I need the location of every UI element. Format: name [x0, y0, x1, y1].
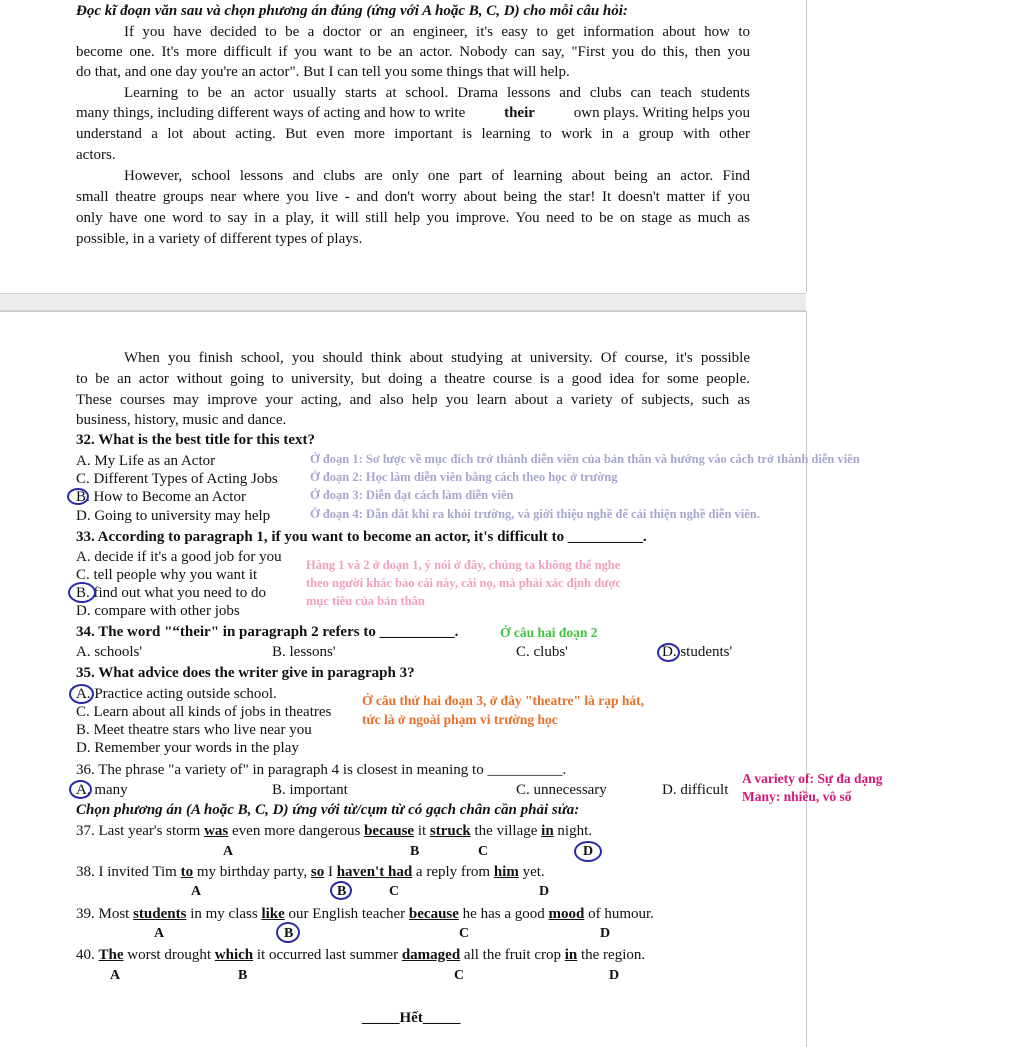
q38-letter-c: C: [389, 884, 400, 899]
q32-note-2: Ở đoạn 2: Học làm diễn viên bằng cách theo học ở trường: [310, 470, 618, 484]
q35-option-c: C. Learn about all kinds of jobs in theatres: [76, 704, 332, 720]
q39-underline-b: like: [261, 906, 285, 922]
q37-letter-d: D: [583, 844, 594, 859]
p2-line-2-start: many things, including different ways of acting and how to write: [76, 105, 466, 121]
q37-seg-2: even more dangerous: [228, 823, 365, 839]
q40-letter-c: C: [454, 968, 465, 983]
q39-seg-8: of humour.: [584, 906, 654, 922]
q34-option-d: D. students': [662, 644, 733, 660]
q36-option-a: A. many: [76, 782, 128, 798]
q39-seg-2: in my class: [186, 906, 262, 922]
word-their: their: [504, 105, 535, 121]
q32-note-4: Ở đoạn 4: Dẫn dắt khi ra khỏi trường, và giới thiệu nghề để cải thiện nghề diễn viên.: [310, 507, 760, 521]
q32-option-d: D. Going to university may help: [76, 508, 271, 524]
q33-note-3: mục tiêu của bản thân: [306, 594, 425, 608]
q39-letter-b: B: [284, 926, 294, 941]
q33-option-c: C. tell people why you want it: [76, 567, 258, 583]
q36-note-2: Many: nhiều, vô số: [742, 789, 852, 804]
instructions-reading: Đọc kĩ đoạn văn sau và chọn phương án đúng (ứng với A hoặc B, C, D) cho mỗi câu hỏi:: [76, 3, 628, 19]
p1-line-3: do that, and one day you're an actor". But I can tell you some things that will help.: [76, 64, 570, 80]
q37-seg-0: 37. Last year's storm: [76, 823, 205, 839]
q36-option-b: B. important: [272, 782, 348, 798]
q39-letter-a: A: [154, 926, 165, 941]
q33-option-b: B. find out what you need to do: [76, 585, 266, 601]
q33-stem: 33. According to paragraph 1, if you want to become an actor, it's difficult to __________.: [76, 529, 647, 545]
q40-underline-b: which: [214, 947, 254, 963]
q39-underline-c: because: [408, 906, 459, 922]
q39-underline-d: mood: [548, 906, 585, 922]
q38-underline-b: so: [310, 864, 325, 880]
q33-option-d: D. compare with other jobs: [76, 603, 240, 619]
p4-line-2: to be an actor without going to university, but doing a theatre course is a good idea for some people.: [76, 371, 750, 387]
q34-stem: 34. The word "“their" in paragraph 2 refers to __________.: [76, 624, 459, 640]
q39-seg-6: he has a good: [458, 906, 549, 922]
q38-seg-4: I: [324, 864, 337, 880]
q32-note-3: Ở đoạn 3: Diễn đạt cách làm diễn viên: [310, 488, 514, 502]
q34-option-a: A. schools': [76, 644, 143, 660]
q40-underline-d: in: [564, 947, 578, 963]
q38-letter-b: B: [337, 884, 347, 899]
q37-letter-c: C: [478, 844, 489, 859]
q38-underline-a: to: [180, 864, 194, 880]
end-marker: _____Hết_____: [362, 1010, 461, 1026]
p3-line-2: small theatre groups near where you live - and don't worry about being the star! It doesn't matter if you: [76, 189, 750, 205]
q36-stem: 36. The phrase "a variety of" in paragraph 4 is closest in meaning to __________.: [76, 762, 567, 778]
q32-option-c: C. Different Types of Acting Jobs: [76, 471, 278, 487]
q32-note-1: Ở đoạn 1: Sơ lược về mục đích trở thành diễn viên của bản thân và hướng vào cách trở thành diễn viên: [310, 452, 860, 466]
q38-seg-0: 38. I invited Tim: [76, 864, 181, 880]
p2-line-2: [76, 103, 750, 123]
q36-option-d: D. difficult: [662, 782, 729, 798]
p3-line-3: only have one word to say in a play, it will still help you improve. You need to be on stage as much as: [76, 210, 750, 226]
q39-underline-a: students: [133, 906, 187, 922]
q37-underline-a: was: [204, 823, 229, 839]
q35-option-d: D. Remember your words in the play: [76, 740, 299, 756]
q38-sentence: [76, 862, 545, 882]
q37-letter-a: A: [223, 844, 234, 859]
q37-underline-c: struck: [429, 823, 471, 839]
q40-sentence: [76, 945, 645, 965]
p2-line-3: understand a lot about acting. But even more important is learning to work in a group with other: [76, 126, 750, 142]
q36-option-c: C. unnecessary: [516, 782, 607, 798]
q34-option-b: B. lessons': [272, 644, 336, 660]
q35-note-1: Ở câu thứ hai đoạn 3, ở đây "theatre" là rạp hát,: [362, 693, 644, 708]
instructions-error: Chọn phương án (A hoặc B, C, D) ứng với từ/cụm từ có gạch chân cần phải sửa:: [76, 802, 580, 818]
answer-circle-q37: [574, 841, 602, 862]
q40-seg-0: 40.: [76, 947, 99, 963]
p3-line-1: However, school lessons and clubs are only one part of learning about being an actor. Find: [124, 168, 750, 184]
q38-letter-d: D: [539, 884, 550, 899]
q38-underline-d: him: [493, 864, 519, 880]
q37-seg-8: night.: [553, 823, 593, 839]
q38-seg-2: my birthday party,: [193, 864, 311, 880]
q40-underline-c: damaged: [401, 947, 461, 963]
q40-seg-4: it occurred last summer: [253, 947, 402, 963]
answer-circle-q36: [69, 780, 92, 799]
q38-seg-6: a reply from: [412, 864, 494, 880]
q38-underline-c: haven't had: [336, 864, 413, 880]
q35-option-a: A. Practice acting outside school.: [76, 686, 277, 702]
q32-option-b: B. How to Become an Actor: [76, 489, 246, 505]
q32-stem: 32. What is the best title for this text?: [76, 432, 316, 448]
q40-seg-6: all the fruit crop: [460, 947, 565, 963]
answer-circle-q34: [657, 643, 680, 662]
answer-circle-q39: [276, 922, 300, 943]
answer-circle-q32: [67, 488, 89, 505]
q33-note-2: theo người khác bảo cái này, cái nọ, mà phải xác định được: [306, 576, 622, 590]
q37-seg-6: the village: [470, 823, 542, 839]
q34-note: Ở câu hai đoạn 2: [500, 625, 598, 640]
p4-line-1: When you finish school, you should think about studying at university. Of course, it's possible: [124, 350, 750, 366]
p2-line-1: Learning to be an actor usually starts at school. Drama lessons and clubs can teach students: [124, 85, 750, 101]
q38-seg-8: yet.: [518, 864, 545, 880]
q35-note-2: tức là ở ngoài phạm vi trường học: [362, 712, 558, 727]
q37-seg-4: it: [414, 823, 430, 839]
answer-circle-q33: [68, 582, 96, 603]
q33-note-1: Hàng 1 và 2 ở đoạn 1, ý nói ở đây, chúng ta không thể nghe: [306, 558, 621, 572]
q40-underline-a: The: [98, 947, 124, 963]
q39-letter-c: C: [459, 926, 470, 941]
q37-sentence: [76, 821, 592, 841]
q39-seg-0: 39. Most: [76, 906, 134, 922]
p3-line-4: possible, in a variety of different types of plays.: [76, 231, 363, 247]
q35-stem: 35. What advice does the writer give in paragraph 3?: [76, 665, 415, 681]
q39-sentence: [76, 904, 654, 924]
q37-underline-d: in: [541, 823, 554, 839]
q40-letter-b: B: [238, 968, 248, 983]
p2-line-4: actors.: [76, 147, 116, 163]
answer-circle-q38: [330, 881, 352, 900]
q39-letter-d: D: [600, 926, 611, 941]
q40-letter-a: A: [110, 968, 121, 983]
p1-line-1: If you have decided to be a doctor or an engineer, it's easy to get information about how to: [124, 24, 750, 40]
q40-seg-8: the region.: [577, 947, 646, 963]
q40-seg-2: worst drought: [123, 947, 215, 963]
q40-letter-d: D: [609, 968, 620, 983]
q34-option-c: C. clubs': [516, 644, 568, 660]
q33-option-a: A. decide if it's a good job for you: [76, 549, 282, 565]
q35-option-b: B. Meet theatre stars who live near you: [76, 722, 312, 738]
answer-circle-q35: [69, 684, 94, 704]
p4-line-4: business, history, music and dance.: [76, 412, 287, 428]
p2-line-2-end: own plays. Writing helps you: [573, 105, 750, 121]
q37-underline-b: because: [364, 823, 415, 839]
q36-note-1: A variety of: Sự đa dạng: [742, 771, 883, 786]
q32-option-a: A. My Life as an Actor: [76, 453, 216, 469]
p4-line-3: These courses may improve your acting, and also help you learn about a variety of subjects, such as: [76, 392, 750, 408]
q39-seg-4: our English teacher: [284, 906, 409, 922]
q38-letter-a: A: [191, 884, 202, 899]
p1-line-2: become one. It's more difficult if you want to be an actor. Nobody can say, "First you do this, then you: [76, 44, 750, 60]
q37-letter-b: B: [410, 844, 420, 859]
page-gap: [0, 293, 806, 311]
